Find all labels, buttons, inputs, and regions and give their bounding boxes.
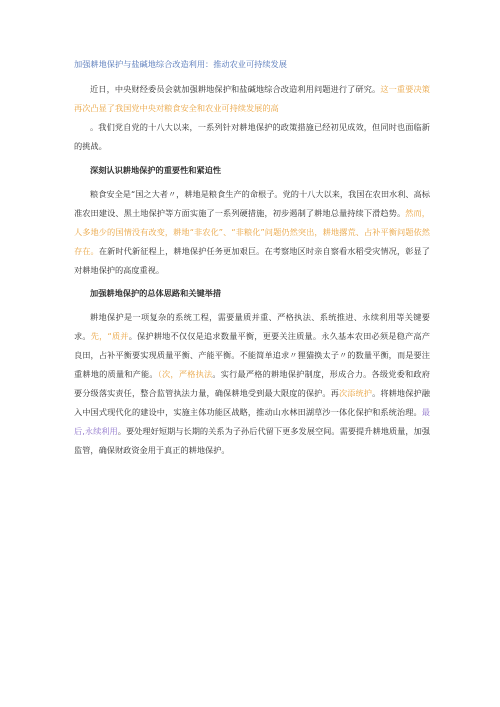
measures-text-c: 。实行最严格的耕地保护制度，形成合力。各级党委和政府要分级落实责任，整合监管执法力量，确保耕地受到最大限度的保护。再	[74, 369, 430, 398]
measures-highlight-second: （次，严格执法	[157, 369, 213, 379]
measures-highlight-fourth: 最后,永续利用	[74, 407, 430, 436]
section-heading-importance: 深刻认识耕地保护的重要性和紧迫性	[90, 165, 222, 175]
intro-paragraph	[74, 80, 430, 156]
intro-highlight: 这一重要决策再次凸显了我国党中央对粮食安全和农业可持续发展的高	[74, 84, 430, 113]
document-title: 加强耕地保护与盐碱地综合改造利用：推动农业可持续发展	[74, 59, 287, 69]
measures-highlight-first: 先，“质并	[90, 331, 129, 341]
measures-paragraph	[74, 308, 430, 460]
measures-text-e: 。要处理好短期与长期的关系为子孙后代留下更多发展空间。需要提升耕地质量，加强监管，确保财政资金用于真正的耕地保护。	[74, 426, 430, 455]
importance-highlight: 然而，人多地少的国情没有改变，耕地“非农化”、“非粮化”问题仍然突出，耕地撂荒、占补平衡问题依然存在。	[74, 208, 430, 256]
measures-highlight-third: 次添统护	[338, 388, 373, 398]
section-heading-measures: 加强耕地保护的总体思路和关键举措	[90, 288, 222, 298]
importance-text-end: 在新时代新征程上，耕地保护任务更加艰巨。在考察地区时亲自察看水稻受灾情况，彰显了对耕地保护的高度重视。	[74, 246, 430, 275]
importance-paragraph	[74, 185, 430, 280]
measures-text-d: 。将耕地保护融入中国式现代化的建设中，实施主体功能区战略，推动山水林田湖草沙一体化保护和系统治理。	[74, 388, 430, 417]
intro-text-continued: 。我们党自党的十八大以来，一系列针对耕地保护的政策措施已经初见成效，但同时也面临新的挑战。	[74, 122, 430, 151]
measures-text-b: 。保护耕地不仅仅是追求数量平衡，更要关注质量。永久基本农田必须是稳产高产良田，占补平衡要实现质量平衡、产能平衡。不能简单追求〃狸猫换太子〃的数量平衡，而是要注重耕地的质量和产能。	[74, 331, 430, 379]
measures-text-a: 耕地保护是一项复杂的系统工程，需要量质并重、严格执法、系统推进、永续利用等关键要求。	[74, 312, 430, 341]
importance-text: 粮食安全是“国之大者〃，耕地是粮食生产的命根子。党的十八大以来，我国在农田水利、高标准农田建设、黑土地保护等方面实施了一系列硬措施，初步遏制了耕地总量持续下滑趋势。	[74, 189, 430, 218]
intro-text: 近日，中央财经委员会就加强耕地保护和盐碱地综合改造利用问题进行了研究。	[90, 84, 381, 94]
